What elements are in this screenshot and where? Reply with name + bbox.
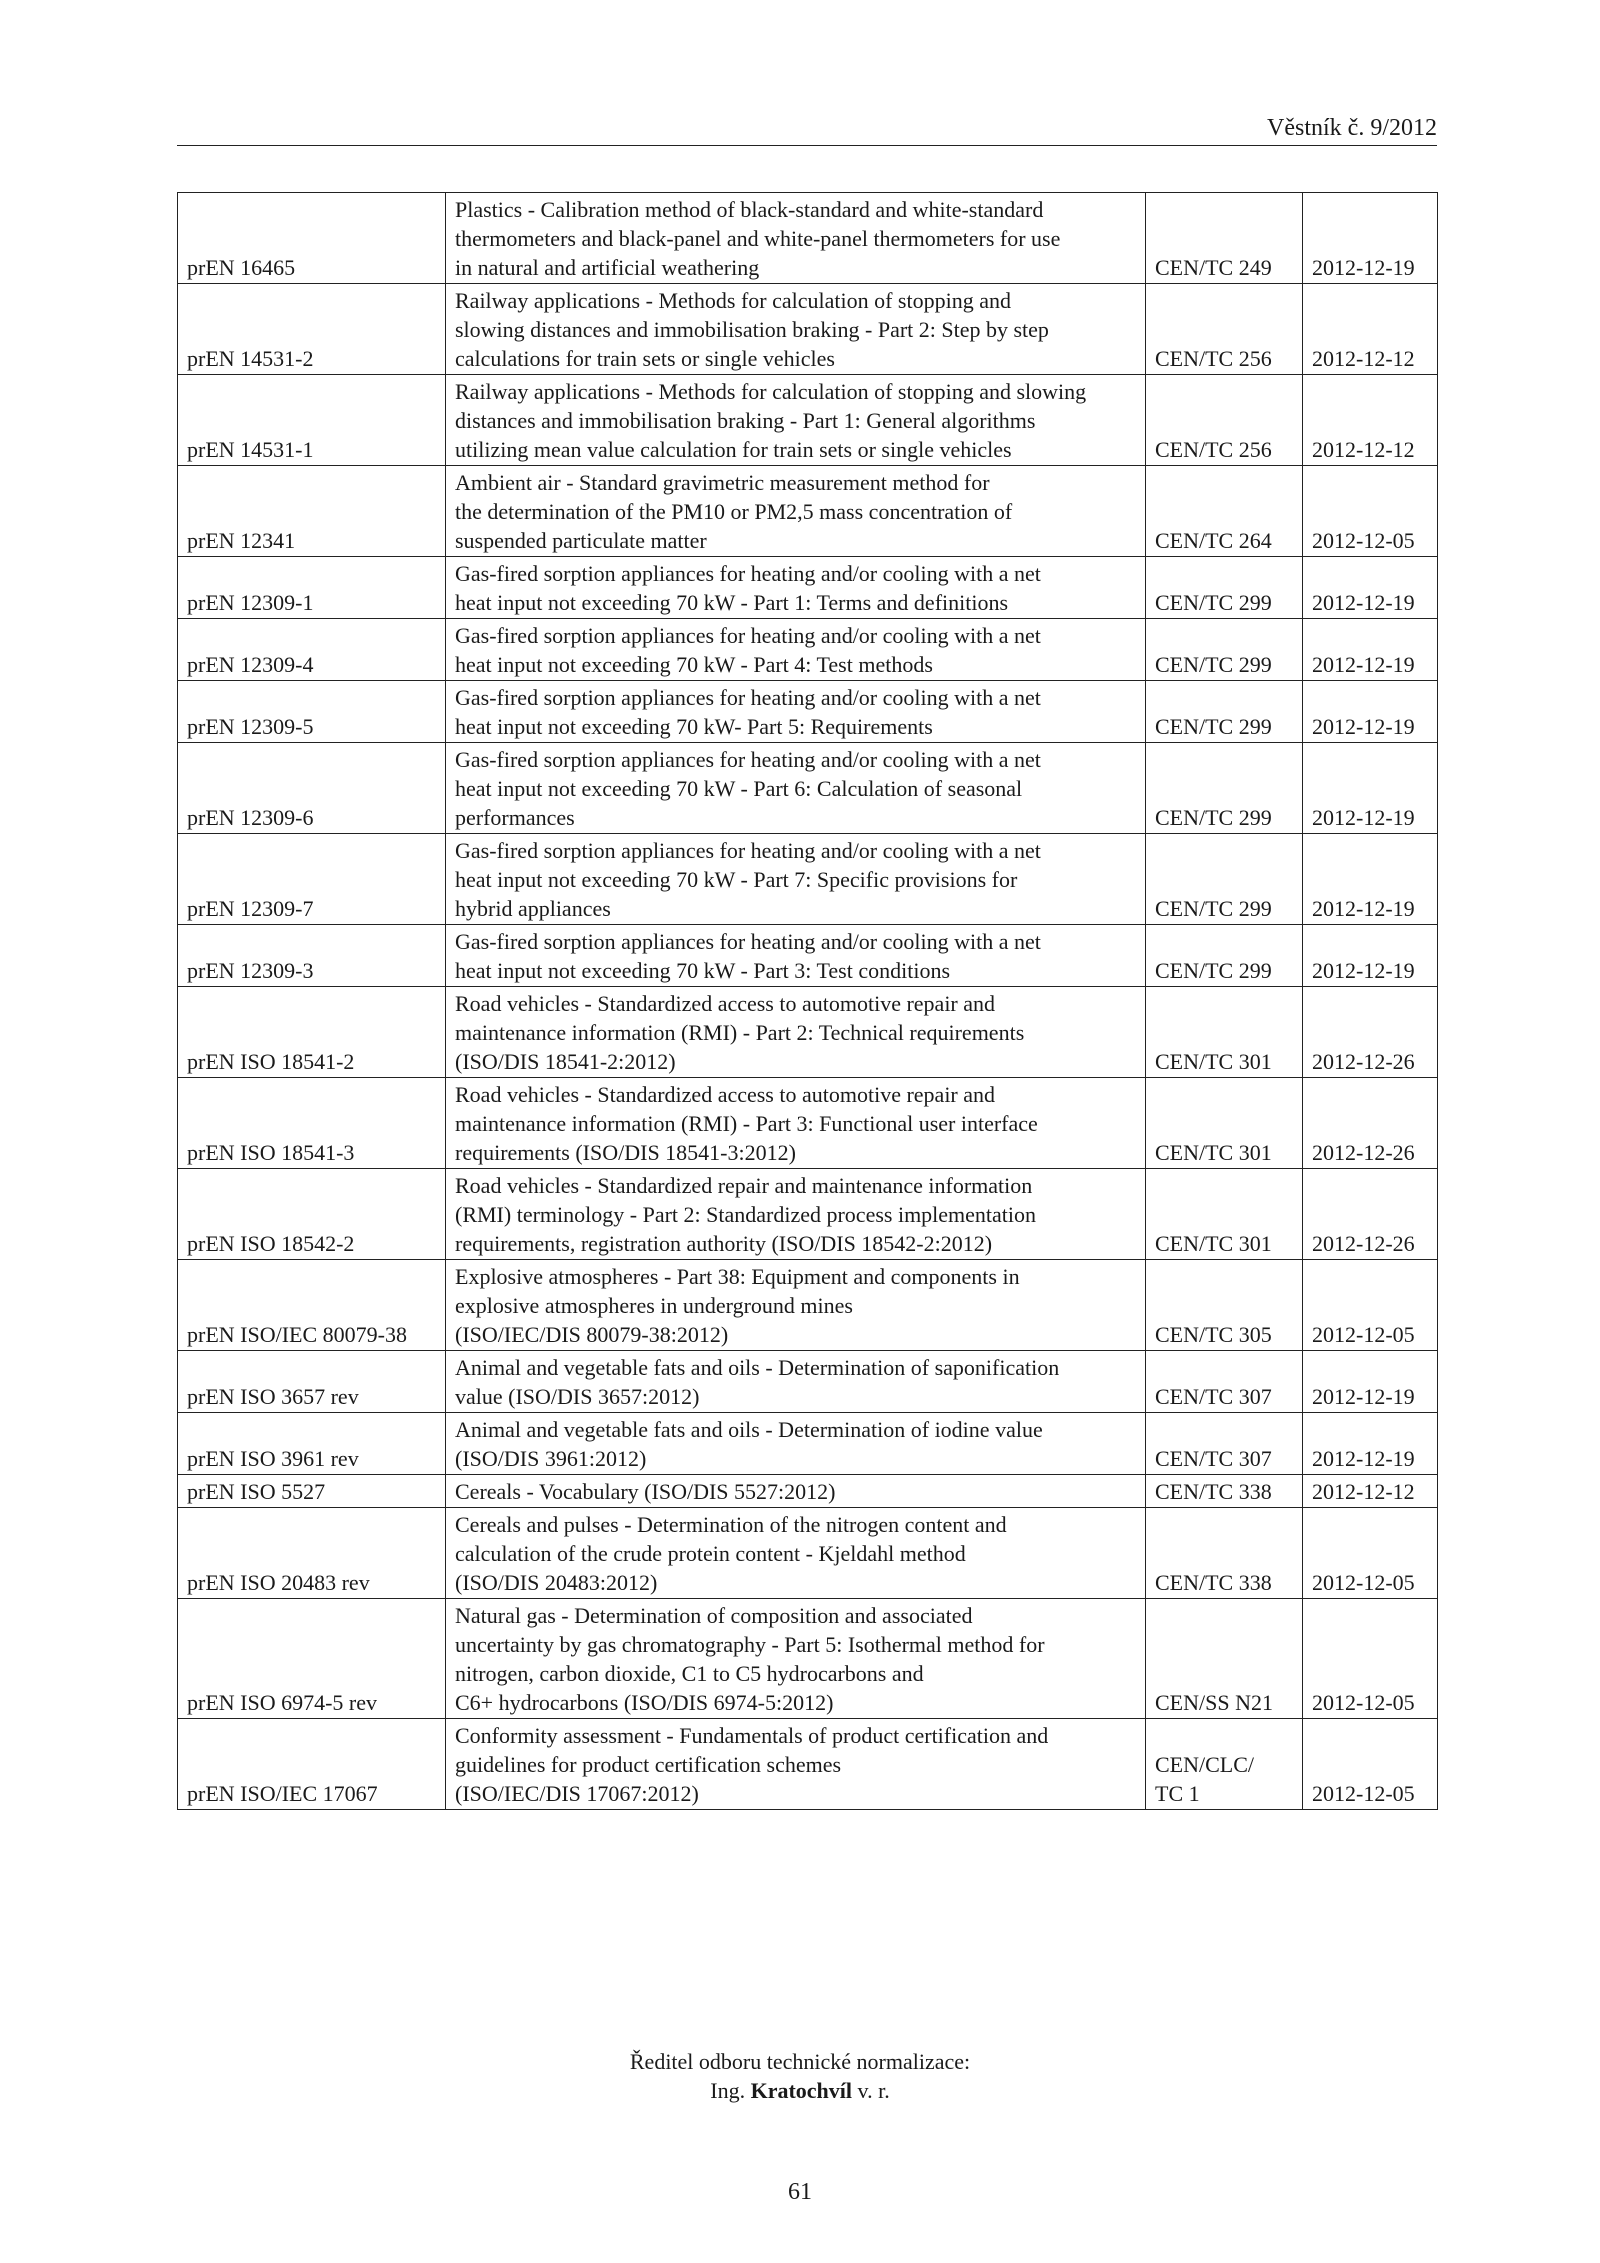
standard-title-cell: Gas-fired sorption appliances for heating and/or cooling with a net heat input not exceeding 70 kW - Part 6: Calculation of seasonal performances [446,743,1146,834]
standard-id-cell: prEN 14531-2 [178,284,446,375]
deadline-date-cell: 2012-12-12 [1303,1475,1438,1508]
deadline-date-cell: 2012-12-19 [1303,557,1438,619]
committee-cell: CEN/TC 338 [1146,1508,1303,1599]
deadline-date-cell: 2012-12-26 [1303,1078,1438,1169]
standard-id-cell: prEN ISO/IEC 80079-38 [178,1260,446,1351]
deadline-date-cell: 2012-12-19 [1303,1413,1438,1475]
table-row [178,1719,1438,1810]
table-row [178,1413,1438,1475]
table-row [178,1351,1438,1413]
deadline-date-cell: 2012-12-19 [1303,619,1438,681]
deadline-date-cell: 2012-12-12 [1303,284,1438,375]
committee-cell: CEN/TC 299 [1146,743,1303,834]
standards-table [177,192,1438,1810]
page-header [177,112,1437,146]
standard-title-cell: Gas-fired sorption appliances for heating and/or cooling with a net heat input not exceeding 70 kW- Part 5: Requirements [446,681,1146,743]
standard-title-cell: Road vehicles - Standardized access to automotive repair and maintenance information (RMI) - Part 3: Functional user interface requirements (ISO/DIS 18541-3:2012) [446,1078,1146,1169]
deadline-date-cell: 2012-12-26 [1303,1169,1438,1260]
signature-name: Kratochvíl [750,2078,853,2103]
committee-cell: CEN/TC 299 [1146,557,1303,619]
table-row [178,1260,1438,1351]
signature-prefix: Ing. [710,2078,746,2103]
deadline-date-cell: 2012-12-19 [1303,1351,1438,1413]
signature-role: Ředitel odboru technické normalizace: [629,2049,971,2074]
standard-title-cell: Natural gas - Determination of composition and associated uncertainty by gas chromatography - Part 5: Isothermal method for nitrogen, carbon dioxide, C1 to C5 hydrocarbons and C6+ hydrocarbons (ISO/DIS 6974-5:2012) [446,1599,1146,1719]
standard-id-cell: prEN 12309-7 [178,834,446,925]
committee-cell: CEN/CLC/ TC 1 [1146,1719,1303,1810]
standard-id-cell: prEN 12309-5 [178,681,446,743]
standard-id-cell: prEN ISO 18542-2 [178,1169,446,1260]
standard-id-cell: prEN ISO 18541-2 [178,987,446,1078]
deadline-date-cell: 2012-12-12 [1303,375,1438,466]
standard-id-cell: prEN ISO 6974-5 rev [178,1599,446,1719]
committee-cell: CEN/TC 249 [1146,193,1303,284]
table-row [178,925,1438,987]
deadline-date-cell: 2012-12-19 [1303,681,1438,743]
deadline-date-cell: 2012-12-26 [1303,987,1438,1078]
deadline-date-cell: 2012-12-05 [1303,1719,1438,1810]
standard-id-cell: prEN 14531-1 [178,375,446,466]
standard-id-cell: prEN ISO 18541-3 [178,1078,446,1169]
standard-title-cell: Ambient air - Standard gravimetric measurement method for the determination of the PM10 or PM2,5 mass concentration of suspended particulate matter [446,466,1146,557]
standard-id-cell: prEN ISO/IEC 17067 [178,1719,446,1810]
table-row [178,834,1438,925]
standard-title-cell: Gas-fired sorption appliances for heating and/or cooling with a net heat input not exceeding 70 kW - Part 3: Test conditions [446,925,1146,987]
standard-id-cell: prEN 12309-3 [178,925,446,987]
standard-title-cell: Gas-fired sorption appliances for heating and/or cooling with a net heat input not exceeding 70 kW - Part 4: Test methods [446,619,1146,681]
committee-cell: CEN/TC 264 [1146,466,1303,557]
committee-cell: CEN/TC 307 [1146,1351,1303,1413]
standard-id-cell: prEN 12309-1 [178,557,446,619]
committee-cell: CEN/TC 299 [1146,681,1303,743]
committee-cell: CEN/TC 299 [1146,619,1303,681]
committee-cell: CEN/TC 338 [1146,1475,1303,1508]
standard-title-cell: Road vehicles - Standardized repair and maintenance information (RMI) terminology - Part 2: Standardized process implementation requirements, registration authority (ISO/DIS 18542-2:2012) [446,1169,1146,1260]
standard-title-cell: Railway applications - Methods for calculation of stopping and slowing distances and immobilisation braking - Part 2: Step by step calculations for train sets or single vehicles [446,284,1146,375]
committee-cell: CEN/TC 301 [1146,987,1303,1078]
deadline-date-cell: 2012-12-05 [1303,1599,1438,1719]
table-row [178,1475,1438,1508]
page-number: 61 [788,2179,812,2205]
table-row [178,466,1438,557]
committee-cell: CEN/TC 307 [1146,1413,1303,1475]
committee-cell: CEN/TC 299 [1146,925,1303,987]
committee-cell: CEN/TC 256 [1146,284,1303,375]
standard-title-cell: Road vehicles - Standardized access to automotive repair and maintenance information (RMI) - Part 2: Technical requirements (ISO/DIS 18541-2:2012) [446,987,1146,1078]
standard-title-cell: Animal and vegetable fats and oils - Determination of saponification value (ISO/DIS 3657:2012) [446,1351,1146,1413]
committee-cell: CEN/TC 256 [1146,375,1303,466]
standard-title-cell: Conformity assessment - Fundamentals of product certification and guidelines for product certification schemes (ISO/IEC/DIS 17067:2012) [446,1719,1146,1810]
table-row [178,193,1438,284]
table-row [178,1599,1438,1719]
standard-title-cell: Cereals and pulses - Determination of the nitrogen content and calculation of the crude protein content - Kjeldahl method (ISO/DIS 20483:2012) [446,1508,1146,1599]
standard-title-cell: Cereals - Vocabulary (ISO/DIS 5527:2012) [446,1475,1146,1508]
committee-cell: CEN/TC 299 [1146,834,1303,925]
standard-title-cell: Gas-fired sorption appliances for heating and/or cooling with a net heat input not exceeding 70 kW - Part 7: Specific provisions for hybrid appliances [446,834,1146,925]
standard-id-cell: prEN ISO 3657 rev [178,1351,446,1413]
table-row [178,557,1438,619]
deadline-date-cell: 2012-12-19 [1303,834,1438,925]
committee-cell: CEN/TC 301 [1146,1078,1303,1169]
deadline-date-cell: 2012-12-05 [1303,1260,1438,1351]
standard-id-cell: prEN 12341 [178,466,446,557]
table-row [178,1169,1438,1260]
standard-id-cell: prEN ISO 5527 [178,1475,446,1508]
standard-title-cell: Gas-fired sorption appliances for heating and/or cooling with a net heat input not exceeding 70 kW - Part 1: Terms and definitions [446,557,1146,619]
table-row [178,284,1438,375]
standard-id-cell: prEN ISO 3961 rev [178,1413,446,1475]
standard-title-cell: Explosive atmospheres - Part 38: Equipment and components in explosive atmospheres in underground mines (ISO/IEC/DIS 80079-38:2012) [446,1260,1146,1351]
table-row [178,1508,1438,1599]
committee-cell: CEN/TC 305 [1146,1260,1303,1351]
deadline-date-cell: 2012-12-05 [1303,1508,1438,1599]
table-row [178,619,1438,681]
signature-block [0,2047,1600,2105]
table-row [178,743,1438,834]
committee-cell: CEN/SS N21 [1146,1599,1303,1719]
signature-line [0,2076,1600,2105]
standard-id-cell: prEN 16465 [178,193,446,284]
deadline-date-cell: 2012-12-05 [1303,466,1438,557]
standard-title-cell: Plastics - Calibration method of black-standard and white-standard thermometers and black-panel and white-panel thermometers for use in natural and artificial weathering [446,193,1146,284]
table-row [178,987,1438,1078]
table-row [178,1078,1438,1169]
standard-id-cell: prEN 12309-4 [178,619,446,681]
standard-id-cell: prEN 12309-6 [178,743,446,834]
journal-issue: Věstník č. 9/2012 [1267,115,1437,141]
table-row [178,681,1438,743]
committee-cell: CEN/TC 301 [1146,1169,1303,1260]
deadline-date-cell: 2012-12-19 [1303,925,1438,987]
deadline-date-cell: 2012-12-19 [1303,193,1438,284]
standard-title-cell: Animal and vegetable fats and oils - Determination of iodine value (ISO/DIS 3961:2012) [446,1413,1146,1475]
deadline-date-cell: 2012-12-19 [1303,743,1438,834]
standard-title-cell: Railway applications - Methods for calculation of stopping and slowing distances and immobilisation braking - Part 1: General algorithms utilizing mean value calculation for train sets or single vehicles [446,375,1146,466]
table-row [178,375,1438,466]
signature-suffix: v. r. [857,2078,890,2103]
standard-id-cell: prEN ISO 20483 rev [178,1508,446,1599]
